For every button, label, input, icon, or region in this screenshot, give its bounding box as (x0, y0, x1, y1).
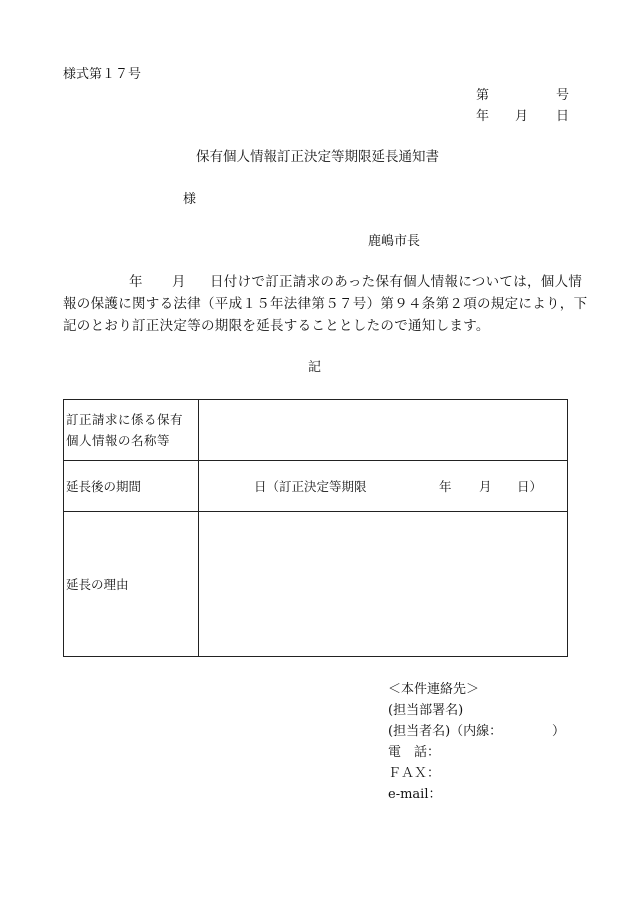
document-title: 保有個人情報訂正決定等期限延長通知書 (196, 149, 439, 165)
body-line3: 記のとおり訂正決定等の期限を延長することとしたので通知します。 (63, 318, 490, 334)
period-day-part: 日（訂正決定等期限 (254, 479, 367, 494)
body-line1-text: 日付けで訂正請求のあった保有個人情報については，個人情 (210, 274, 583, 290)
table-row-subject (64, 400, 568, 461)
subject-value-cell[interactable] (199, 400, 568, 461)
doc-date-year: 年 (476, 109, 490, 124)
ki-label: 記 (308, 360, 322, 375)
sender-name: 鹿嶋市長 (368, 234, 421, 249)
reason-value-cell[interactable] (199, 512, 568, 657)
addressee-suffix: 様 (183, 192, 197, 207)
period-day-close: 日） (517, 479, 543, 494)
period-year: 年 (439, 479, 452, 494)
subject-label-line2: 個人情報の名称等 (66, 433, 171, 448)
table-row-period (64, 461, 568, 512)
details-table (63, 399, 568, 657)
period-value-cell[interactable] (199, 461, 568, 512)
doc-ref-gou: 号 (556, 88, 570, 103)
body-line2: 報の保護に関する法律（平成１５年法律第５７号）第９４条第２項の規定により，下 (63, 296, 588, 312)
reason-label: 延長の理由 (64, 512, 199, 657)
doc-ref-dai: 第 (476, 88, 490, 103)
contact-phone: 電 話： (388, 745, 441, 760)
table-row-reason (64, 512, 568, 657)
body-line1-month: 月 (172, 274, 186, 290)
doc-date-day: 日 (556, 109, 570, 124)
contact-heading: ＜本件連絡先＞ (388, 682, 480, 697)
doc-date-month: 月 (515, 109, 529, 124)
contact-dept: (担当部署名) (388, 703, 464, 718)
subject-label-cell (64, 400, 199, 461)
contact-email: e-mail： (388, 787, 442, 802)
contact-fax: ＦＡＸ： (388, 766, 441, 781)
subject-label-line1: 訂正請求に係る保有 (66, 412, 184, 427)
body-line1-year: 年 (129, 274, 143, 290)
period-month: 月 (479, 479, 492, 494)
period-label: 延長後の期間 (64, 461, 199, 512)
contact-person: (担当者名)（内線： (388, 724, 503, 739)
form-number: 様式第１７号 (63, 67, 142, 82)
contact-person-close: ） (552, 724, 566, 739)
